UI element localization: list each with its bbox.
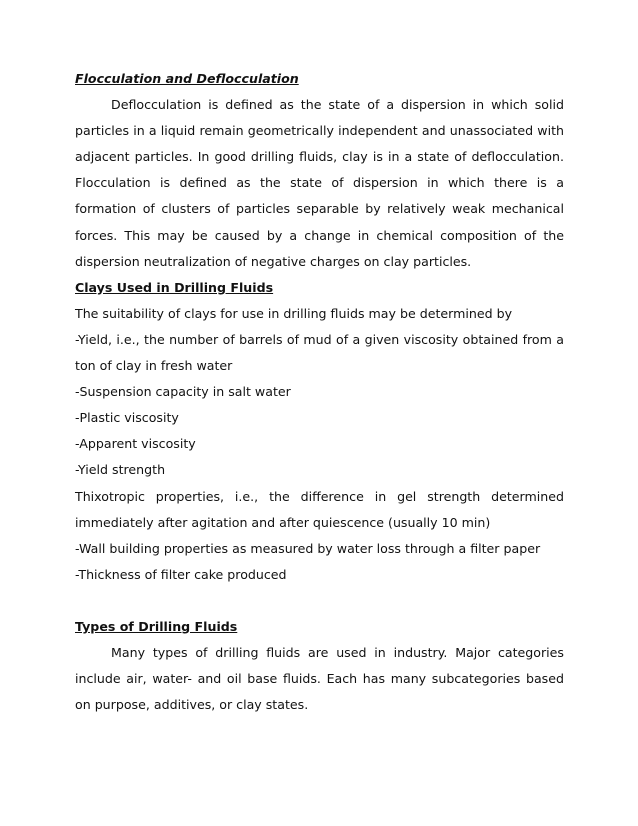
clays-intro: The suitability of clays for use in drilling fluids may be determined by <box>75 305 513 321</box>
section-heading-clays: Clays Used in Drilling Fluids <box>75 279 274 295</box>
list-item-thixotropic: Thixotropic properties, i.e., the difference in gel strength determined immediately after agitation and after quiescence (usually 10 min) <box>75 488 564 530</box>
list-item-filter-cake: -Thickness of filter cake produced <box>75 566 287 582</box>
list-item-yield: -Yield, i.e., the number of barrels of mud of a given viscosity obtained from a ton of clay in fresh water <box>75 331 564 374</box>
section-heading-types: Types of Drilling Fluids <box>75 618 238 634</box>
list-item-plastic-viscosity: -Plastic viscosity <box>75 410 179 426</box>
list-item-apparent-viscosity: -Apparent viscosity <box>75 436 196 452</box>
list-item-yield-strength: -Yield strength <box>75 462 166 478</box>
list-item-wall-building: -Wall building properties as measured by water loss through a filter paper <box>75 540 541 556</box>
section-heading-flocculation: Flocculation and Deflocculation <box>75 71 299 86</box>
types-paragraph: Many types of drilling fluids are used in industry. Major categories include air, water- and oil base fluids. Each has many subcategories based on purpose, additives, or clay states. <box>75 644 564 713</box>
flocculation-paragraph: Deflocculation is defined as the state of a dispersion in which solid particles in a liquid remain geometrically independent and unassociated with adjacent particles. In good drilling fluids, clay is in a state of deflocculation. Flocculation is defined as the state of dispersion in which there is a formation of clusters of particles separable by relatively weak mechanical forces. This may be caused by a change in chemical composition of the dispersion neutralization of negative charges on clay particles. <box>75 97 564 269</box>
document-page <box>75 66 564 718</box>
list-item-suspension: -Suspension capacity in salt water <box>75 384 291 400</box>
section-spacer <box>75 588 564 614</box>
